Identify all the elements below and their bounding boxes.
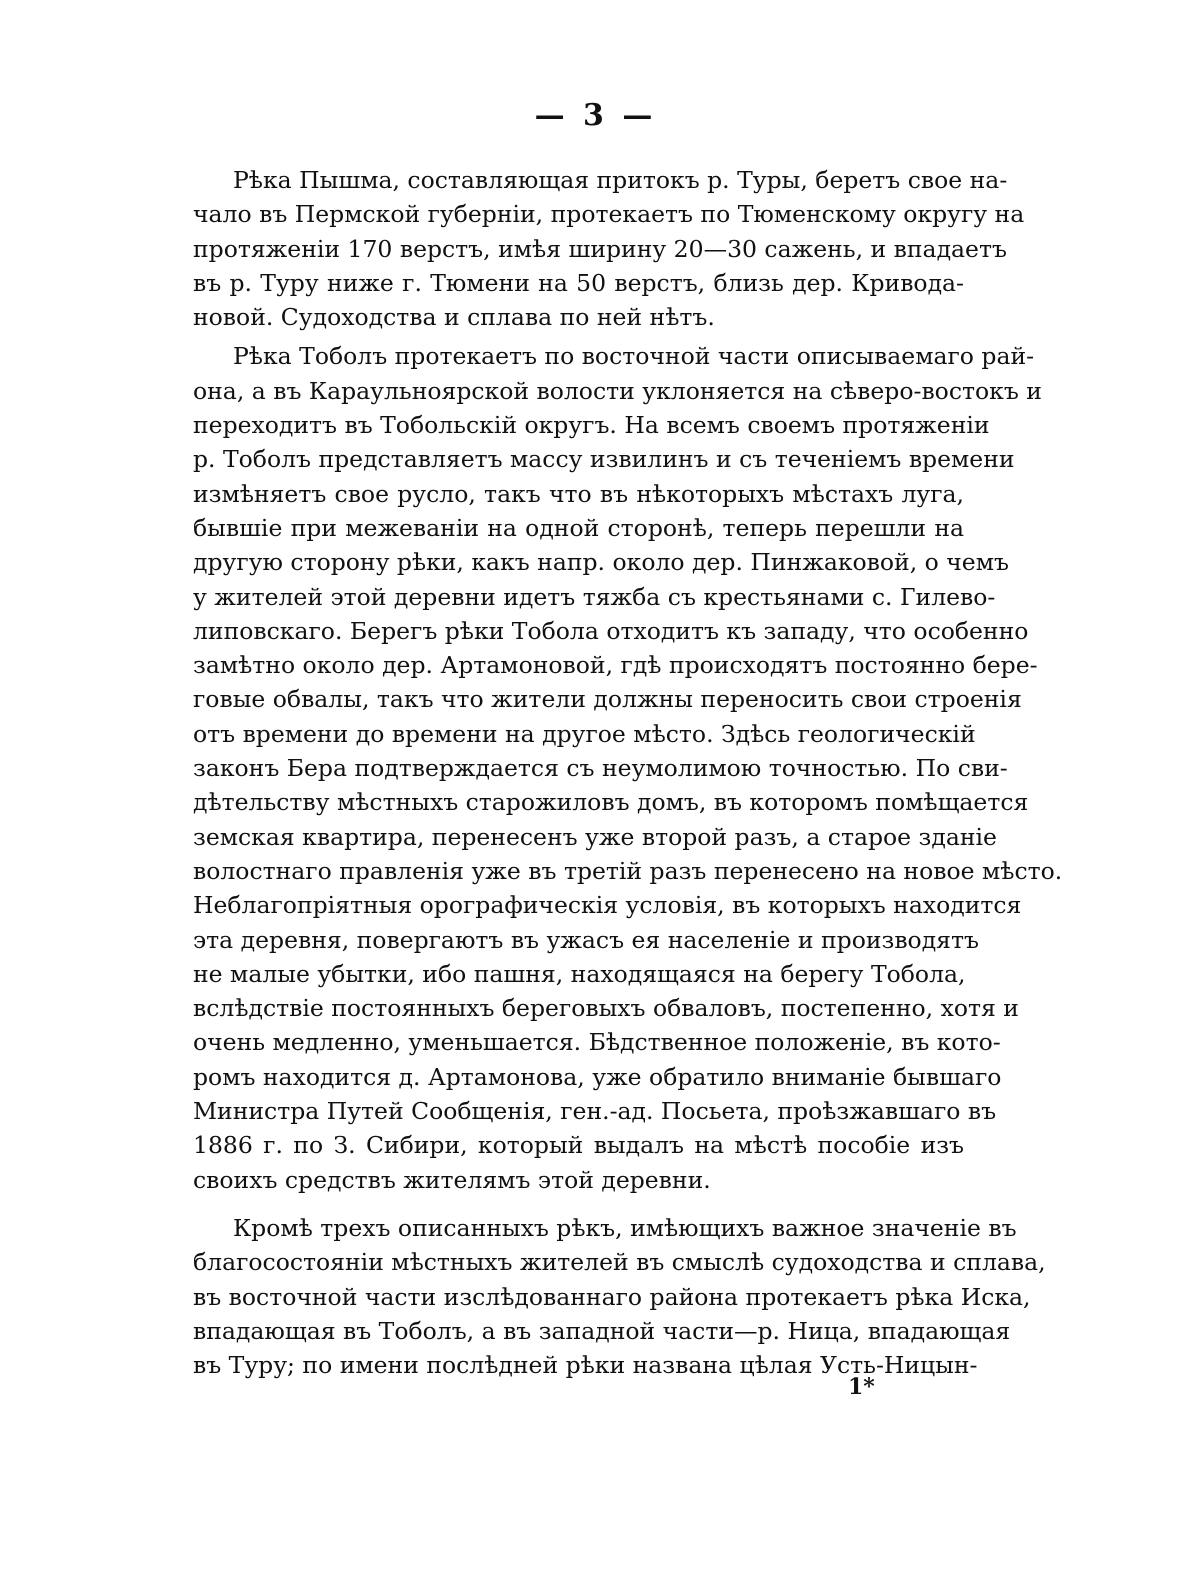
text-line: говые обвалы, такъ что жители должны переносить свои строенія xyxy=(193,685,1022,714)
text-line: благосостояніи мѣстныхъ жителей въ смыслѣ судоходства и сплава, xyxy=(193,1248,1046,1277)
text-line: эта деревня, повергаютъ въ ужасъ ея населеніе и производятъ xyxy=(193,925,979,954)
text-line: Рѣка Пышма, составляющая притокъ р. Туры, беретъ свое на- xyxy=(233,166,1008,194)
text-line: земская квартира, перенесенъ уже второй разъ, а старое зданіе xyxy=(193,822,997,851)
text-line: липовскаго. Берегъ рѣки Тобола отходитъ къ западу, что особенно xyxy=(193,616,1029,645)
text-line: законъ Бера подтверждается съ неумолимою точностью. По сви- xyxy=(193,754,1008,783)
text-line: у жителей этой деревни идетъ тяжба съ крестьянами с. Гилево- xyxy=(193,582,996,611)
text-line: 1886 г. по З. Сибири, который выдалъ на мѣстѣ пособіе изъ xyxy=(193,1131,964,1160)
text-line: очень медленно, уменьшается. Бѣдственное положеніе, въ кото- xyxy=(193,1028,1001,1057)
text-line: бывшіе при межеваніи на одной сторонѣ, теперь перешли на xyxy=(193,513,964,542)
text-line: она, а въ Караульноярской волости уклоняется на сѣверо-востокъ и xyxy=(193,376,1042,405)
text-line: Кромѣ трехъ описанныхъ рѣкъ, имѣющихъ важное значеніе въ xyxy=(233,1213,1017,1242)
text-line: Рѣка Тоболъ протекаетъ по восточной части описываемаго рай- xyxy=(233,342,1035,371)
text-line: переходитъ въ Тобольскій округъ. На всемъ своемъ протяженіи xyxy=(193,411,990,440)
text-line: въ р. Туру ниже г. Тюмени на 50 верстъ, близь дер. Кривода- xyxy=(193,268,964,297)
text-line: ромъ находится д. Артамонова, уже обратило вниманіе бывшаго xyxy=(193,1062,1002,1091)
text-line: дѣтельству мѣстныхъ старожиловъ домъ, въ которомъ помѣщается xyxy=(193,788,1029,817)
text-line: отъ времени до времени на другое мѣсто. Здѣсь геологическій xyxy=(193,719,976,748)
text-line: не малые убытки, ибо пашня, находящаяся на берегу Тобола, xyxy=(193,959,966,988)
text-line: въ восточной части изслѣдованнаго района протекаетъ рѣка Иска, xyxy=(193,1282,1031,1311)
text-line: впадающая въ Тоболъ, а въ западной части—р. Ница, впадающая xyxy=(193,1316,1011,1345)
printer-signature-mark: 1* xyxy=(848,1374,875,1400)
text-line: своихъ средствъ жителямъ этой деревни. xyxy=(193,1165,711,1194)
text-line: Неблагопріятныя орографическія условія, въ которыхъ находится xyxy=(193,891,1022,920)
text-line: замѣтно около дер. Артамоновой, гдѣ происходятъ постоянно бере- xyxy=(193,651,1038,680)
text-line: Министра Путей Сообщенія, ген.-ад. Посьета, проѣзжавшаго въ xyxy=(193,1097,997,1126)
paragraph xyxy=(193,339,1063,1196)
text-line: р. Тоболъ представляетъ массу извилинъ и съ теченіемъ времени xyxy=(193,445,1015,474)
text-line: протяженіи 170 верстъ, имѣя ширину 20—30 сажень, и впадаетъ xyxy=(193,234,1007,263)
text-line: другую сторону рѣки, какъ напр. около дер. Пинжаковой, о чемъ xyxy=(193,548,1009,577)
paragraph xyxy=(193,1211,1046,1382)
body-text xyxy=(193,163,1063,1382)
text-line: измѣняетъ свое русло, такъ что въ нѣкоторыхъ мѣстахъ луга, xyxy=(193,479,964,508)
text-line: волостнаго правленія уже въ третій разъ перенесено на новое мѣсто. xyxy=(193,856,1063,885)
text-line: вслѣдствіе постоянныхъ береговыхъ обваловъ, постепенно, хотя и xyxy=(193,994,1019,1023)
paragraph xyxy=(193,163,1025,334)
text-line: чало въ Пермской губерніи, протекаетъ по Тюменскому округу на xyxy=(193,200,1025,229)
text-line: новой. Судоходства и сплава по ней нѣтъ. xyxy=(193,303,715,332)
text-line: въ Туру; по имени послѣдней рѣки названа цѣлая Усть-Ницын- xyxy=(193,1351,978,1380)
page-number: — 3 — xyxy=(534,98,657,133)
